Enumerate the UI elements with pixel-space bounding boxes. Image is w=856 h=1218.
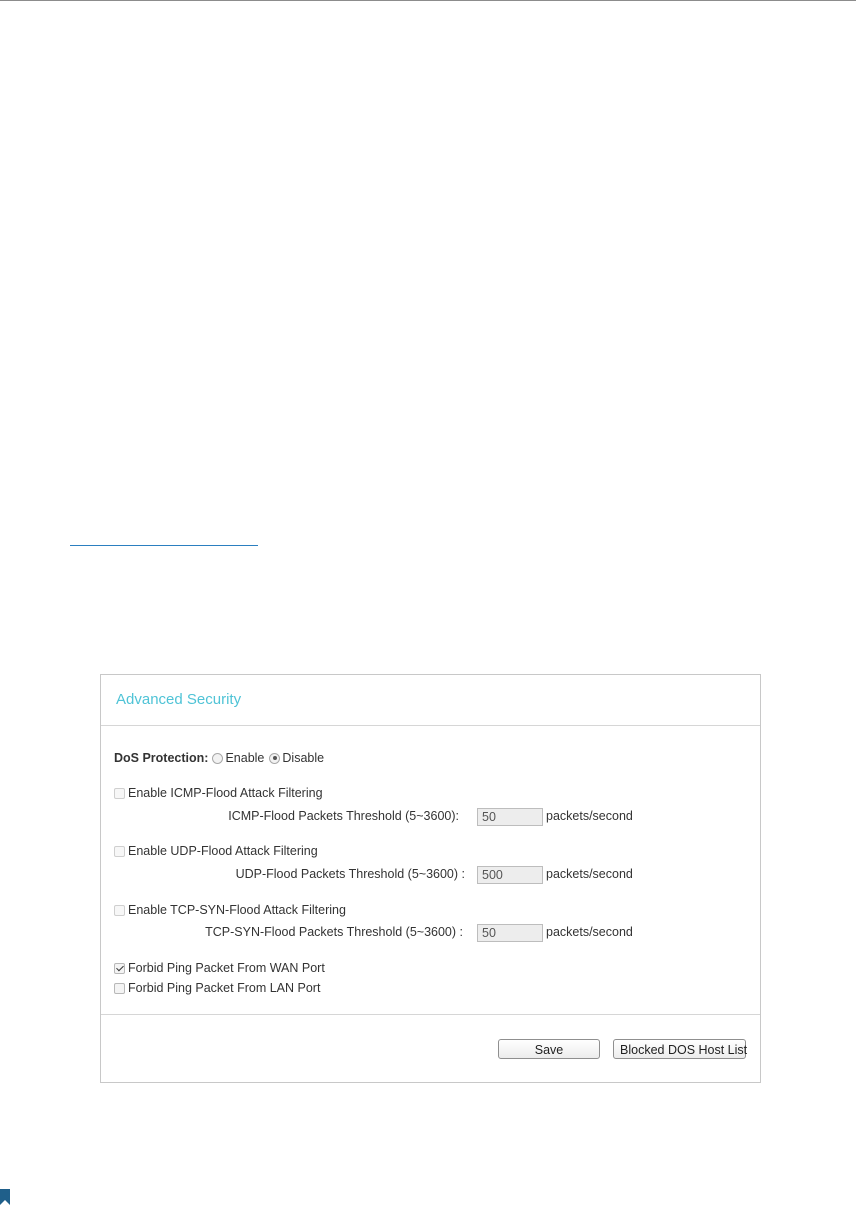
tcp-syn-filter-label: Enable TCP-SYN-Flood Attack Filtering	[128, 903, 346, 917]
tcp-syn-filter-row[interactable]	[114, 903, 346, 917]
forbid-ping-lan-label: Forbid Ping Packet From LAN Port	[128, 981, 321, 995]
tcp-syn-threshold-unit: packets/second	[546, 925, 633, 939]
tcp-syn-threshold-label: TCP-SYN-Flood Packets Threshold (5~3600) :	[205, 925, 463, 939]
dos-enable-radio[interactable]	[212, 753, 223, 764]
title-divider	[101, 725, 760, 726]
icmp-threshold-unit: packets/second	[546, 809, 633, 823]
blocked-dos-host-list-button[interactable]: Blocked DOS Host List	[613, 1039, 746, 1059]
dos-protection-label: DoS Protection:	[114, 751, 209, 765]
forbid-ping-wan-checkbox[interactable]	[114, 963, 125, 974]
advanced-security-panel	[100, 674, 761, 1083]
icmp-threshold-input[interactable]	[477, 808, 543, 826]
udp-threshold-input[interactable]	[477, 866, 543, 884]
footer-divider	[101, 1014, 760, 1015]
forbid-ping-lan-row[interactable]	[114, 981, 320, 995]
dos-protection-row	[114, 751, 324, 765]
bookmark-icon	[0, 1200, 10, 1205]
dos-disable-radio[interactable]	[269, 753, 280, 764]
udp-filter-label: Enable UDP-Flood Attack Filtering	[128, 844, 318, 858]
icmp-threshold-label: ICMP-Flood Packets Threshold (5~3600):	[228, 809, 459, 823]
tcp-syn-filter-checkbox[interactable]	[114, 905, 125, 916]
tcp-syn-threshold-input[interactable]	[477, 924, 543, 942]
link-underline	[70, 545, 258, 546]
udp-threshold-label: UDP-Flood Packets Threshold (5~3600) :	[235, 867, 465, 881]
forbid-ping-wan-label: Forbid Ping Packet From WAN Port	[128, 961, 325, 975]
save-button[interactable]: Save	[498, 1039, 600, 1059]
dos-disable-label[interactable]: Disable	[282, 751, 325, 765]
forbid-ping-wan-row[interactable]	[114, 961, 325, 975]
udp-filter-checkbox[interactable]	[114, 846, 125, 857]
icmp-filter-row[interactable]	[114, 786, 323, 800]
panel-title: Advanced Security	[116, 691, 242, 708]
page-top-rule	[0, 0, 856, 1]
forbid-ping-lan-checkbox[interactable]	[114, 983, 125, 994]
udp-filter-row[interactable]	[114, 844, 318, 858]
dos-enable-label[interactable]: Enable	[225, 751, 265, 765]
icmp-filter-label: Enable ICMP-Flood Attack Filtering	[128, 786, 323, 800]
icmp-filter-checkbox[interactable]	[114, 788, 125, 799]
udp-threshold-unit: packets/second	[546, 867, 633, 881]
